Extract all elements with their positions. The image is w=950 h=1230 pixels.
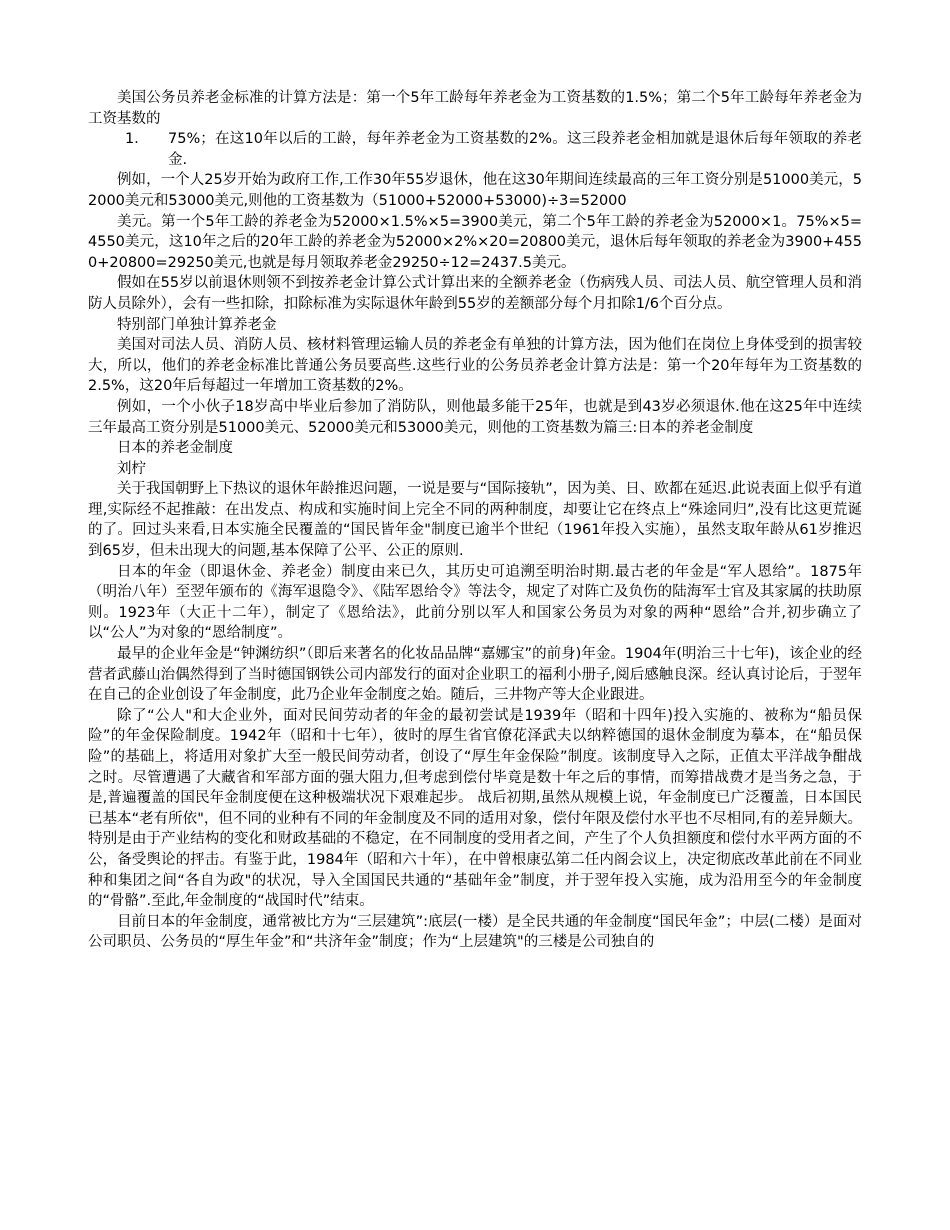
paragraph-three-tier-system: 目前日本的年金制度，通常被比方为“三层建筑”:底层(一楼）是全民共通的年金制度“国民年金”；中层(二楼）是面对公司职员、公务员的“厚生年金”和“共济年金”制度；作为“上层建筑"的三楼是公司独自的 xyxy=(88,913,862,951)
paragraph-firefighter-example: 例如，一个小伙子18岁高中毕业后参加了消防队，则他最多能干25年，也就是到43岁必须退休.他在这25年中连续三年最高工资分别是51000美元、52000美元和53000美元，则他的工资基数为篇三:日本的养老金制度 xyxy=(88,398,862,436)
paragraph-example-salary-base: 例如，一个人25岁开始为政府工作,工作30年55岁退休，他在这30年期间连续最高的三年工资分别是51000美元，52000美元和53000美元,则他的工资基数为（51000+52000+53000)÷3=52000 xyxy=(88,172,862,209)
paragraph-special-departments: 美国对司法人员、消防人员、核材料管理运输人员的养老金有单独的计算方法，因为他们在岗位上身体受到的损害较大，所以，他们的养老金标准比普通公务员要高些.这些行业的公务员养老金计算方法是：第一个20年每年为工资基数的2.5%，这20年后每超过一年增加工资基数的2%。 xyxy=(88,337,862,395)
paragraph-retirement-age-debate: 关于我国朝野上下热议的退休年龄推迟问题，一说是要与“国际接轨”，因为美、日、欧都在延迟.此说表面上似乎有道理,实际经不起推敲：在出发点、构成和实施时间上完全不同的两种制度，却要让它在终点上“殊途同归”,没有比这更荒诞的了。回过头来看,日本实施全民覆盖的“国民皆年金"制度已逾半个世纪（1961年投入实施），虽然支取年龄从61岁推迟到65岁，但未出现大的问题,基本保障了公平、公正的原则. xyxy=(88,481,862,560)
numbered-item-text: 75%；在这10年以后的工龄，每年养老金为工资基数的2%。这三段养老金相加就是退休后每年领取的养老金. xyxy=(168,131,862,168)
document-page xyxy=(88,88,862,953)
paragraph-pension-history: 日本的年金（即退休金、养老金）制度由来已久，其历史可追溯至明治时期.最古老的年金是“军人恩给”。1875年（明治八年）至翌年颁布的《海军退隐令》、《陆军恩给令》等法令，规定了对阵亡及负伤的陆海军士官及其家属的扶助原则。1923年（大正十二年），制定了《恩给法》，此前分别以军人和国家公务员为对象的两种“恩给”合并,初步确立了以“公人”为对象的“恩给制度”。 xyxy=(88,563,862,642)
paragraph-private-worker-pension: 除了“公人"和大企业外，面对民间劳动者的年金的最初尝试是1939年（昭和十四年)投入实施的、被称为“船员保险”的年金保险制度。1942年（昭和十七年），彼时的厚生省官僚花泽武夫以纳粹德国的退休金制度为摹本，在“船员保险”的基础上，将适用对象扩大至一般民间劳动者，创设了“厚生年金保险”制度。该制度导入之际，正值太平洋战争酣战之时。尽管遭遇了大藏省和军部方面的强大阻力,但考虑到偿付毕竟是数十年之后的事情，而筹措战费才是当务之急，于是,普遍覆盖的国民年金制度便在这种极端状况下艰难起步。 战后初期,虽然从规模上说，年金制度已广泛覆盖，日本国民已基本“老有所依"，但不同的业种有不同的年金制度及不同的适用对象，偿付年限及偿付水平也不尽相同,有的差异颇大。特别是由于产业结构的变化和财政基础的不稳定，在不同制度的受用者之间，产生了个人负担额度和偿付水平两方面的不公，备受舆论的抨击。有鉴于此，1984年（昭和六十年），在中曾根康弘第二任内阁会议上，决定彻底改革此前在不同业种和集团之间“各自为政"的状况，导入全国国民共通的“基础年金”制度，并于翌年投入实施，成为沿用至今的年金制度的“骨骼”.至此,年金制度的“战国时代”结束。 xyxy=(88,707,862,910)
numbered-item-1 xyxy=(88,129,862,170)
list-number: 1． xyxy=(125,131,149,148)
paragraph-example-calculation: 美元。第一个5年工龄的养老金为52000×1.5%×5=3900美元，第二个5年工龄的养老金为52000×1。75%×5=4550美元，这10年之后的20年工龄的养老金为52000×2%×20=20800美元，退休后每年领取的养老金为3900+4550+20800=29250美元,也就是每月领取养老金29250÷12=2437.5美元。 xyxy=(88,213,862,271)
paragraph-us-pension-formula: 美国公务员养老金标准的计算方法是：第一个5年工龄每年养老金为工资基数的1.5%；第二个5年工龄每年养老金为工资基数的 xyxy=(88,90,862,127)
section-title-japan-pension: 日本的养老金制度 xyxy=(117,440,233,457)
author-name: 刘柠 xyxy=(117,460,146,477)
paragraph-corporate-pension: 最早的企业年金是“钟渊纺织”（即后来著名的化妆品品牌“嘉娜宝”的前身)年金。1904年(明治三十七年)，该企业的经营者武藤山治偶然得到了当时德国钢铁公司内部发行的面对企业职工的福利小册子,阅后感触良深。经认真讨论后，于翌年在自己的企业创设了年金制度，此乃企业年金制度之始。随后，三井物产等大企业跟进。 xyxy=(88,646,862,704)
paragraph-early-retirement: 假如在55岁以前退休则领不到按养老金计算公式计算出来的全额养老金（伤病残人员、司法人员、航空管理人员和消防人员除外），会有一些扣除，扣除标准为实际退休年龄到55岁的差额部分每个月扣除1/6个百分点。 xyxy=(88,275,862,312)
section-heading-special-departments: 特别部门单独计算养老金 xyxy=(117,316,277,333)
